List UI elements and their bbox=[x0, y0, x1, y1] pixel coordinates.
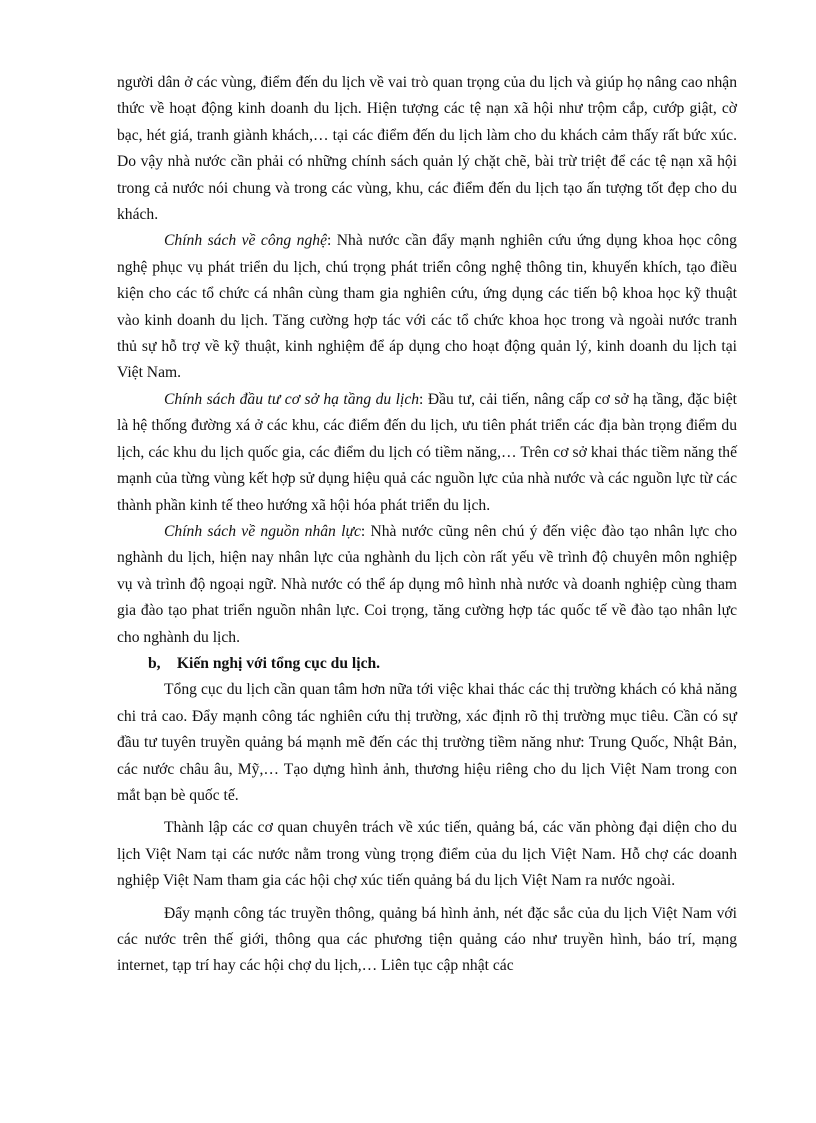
paragraph-market-research: Tổng cục du lịch cần quan tâm hơn nữa tới việc khai thác các thị trường khách có khả năng chi trả cao. Đẩy mạnh công tác nghiên cứu thị trường, xác định rõ thị trường mục tiêu. Cần có sự đầu tư tuyên truyền quảng bá mạnh mẽ đến các thị trường tiềm năng như: Trung Quốc, Nhật Bản, các nước châu âu, Mỹ,… Tạo dựng hình ảnh, thương hiệu riêng cho du lịch Việt Nam trong con mắt bạn bè quốc tế. bbox=[117, 681, 737, 804]
document-page bbox=[117, 70, 737, 980]
section-heading-text: Kiến nghị với tổng cục du lịch. bbox=[176, 654, 381, 672]
paragraph-technology-policy bbox=[117, 228, 737, 386]
infrastructure-policy-body: : Đầu tư, cải tiến, nâng cấp cơ sở hạ tầng, đặc biệt là hệ thống đường xá ở các khu, các điểm đến du lịch, ưu tiên phát triển các địa bàn trọng điểm du lịch, các khu du lịch quốc gia, các điểm du lịch có tiềm năng,… Trên cơ sở khai thác tiềm năng thế mạnh của từng vùng kết hợp sử dụng hiệu quả các nguồn lực của nhà nước và các nguồn lực từ các thành phần kinh tế theo hướng xã hội hóa phát triển du lịch. bbox=[117, 390, 737, 514]
human-resource-policy-title: Chính sách về nguồn nhân lực bbox=[164, 522, 361, 540]
paragraph-infrastructure-policy bbox=[117, 387, 737, 519]
paragraph-communication: Đẩy mạnh công tác truyền thông, quảng bá hình ảnh, nét đặc sắc của du lịch Việt Nam với các nước trên thế giới, thông qua các phương tiện quảng cáo như truyền hình, báo trí, mạng internet, tạp trí hay các hội chợ du lịch,… Liên tục cập nhật các bbox=[117, 904, 737, 975]
paragraph-social-policy-continued: người dân ở các vùng, điểm đến du lịch về vai trò quan trọng của du lịch và giúp họ nâng cao nhận thức về hoạt động kinh doanh du lịch. Hiện tượng các tệ nạn xã hội như trộm cắp, cướp giật, cờ bạc, hét giá, tranh giành khách,… tại các điểm đến du lịch làm cho du khách cảm thấy rất bức xúc. Do vậy nhà nước cần phải có những chính sách quản lý chặt chẽ, bài trừ triệt để các tệ nạn xã hội trong cả nước nói chung và trong các vùng, khu, các điểm đến du lịch tạo ấn tượng tốt đẹp cho du khách. bbox=[117, 74, 737, 224]
human-resource-policy-body: : Nhà nước cũng nên chú ý đến việc đào tạo nhân lực cho nghành du lịch, hiện nay nhân lực của nghành du lịch còn rất yếu về trình độ chuyên môn nghiệp vụ và trình độ ngoại ngữ. Nhà nước có thể áp dụng mô hình nhà nước và doanh nghiệp cùng tham gia đào tạo phat triển nguồn nhân lực. Coi trọng, tăng cường hợp tác quốc tế về đào tạo nhân lực cho nghành du lịch. bbox=[117, 522, 737, 646]
section-heading-b bbox=[117, 651, 737, 677]
technology-policy-title: Chính sách về công nghệ bbox=[164, 232, 327, 250]
infrastructure-policy-title: Chính sách đầu tư cơ sở hạ tầng du lịch bbox=[164, 390, 420, 408]
paragraph-human-resource-policy bbox=[117, 519, 737, 651]
paragraph-promotion-offices: Thành lập các cơ quan chuyên trách về xúc tiến, quảng bá, các văn phòng đại diện cho du lịch Việt Nam tại các nước nằm trong vùng trọng điểm của du lịch Việt Nam. Hỗ chợ các doanh nghiệp Việt Nam tham gia các hội chợ xúc tiến quảng bá du lịch Việt Nam ra nước ngoài. bbox=[117, 819, 737, 890]
technology-policy-body: : Nhà nước cần đẩy mạnh nghiên cứu ứng dụng khoa học công nghệ phục vụ phát triển du lịch, chú trọng phát triển công nghệ thông tin, khuyến khích, tạo điều kiện cho các tổ chức cá nhân cùng tham gia nghiên cứu, ứng dụng các tiến bộ khoa học kỹ thuật vào kinh doanh du lịch. Tăng cường hợp tác với các tổ chức khoa học trong và ngoài nước tranh thủ sự hỗ trợ về kỹ thuật, kinh nghiệm để áp dụng cho hoạt động quản lý, kinh doanh du lịch tại Việt Nam. bbox=[117, 232, 737, 382]
section-heading-label: b, bbox=[148, 654, 161, 672]
